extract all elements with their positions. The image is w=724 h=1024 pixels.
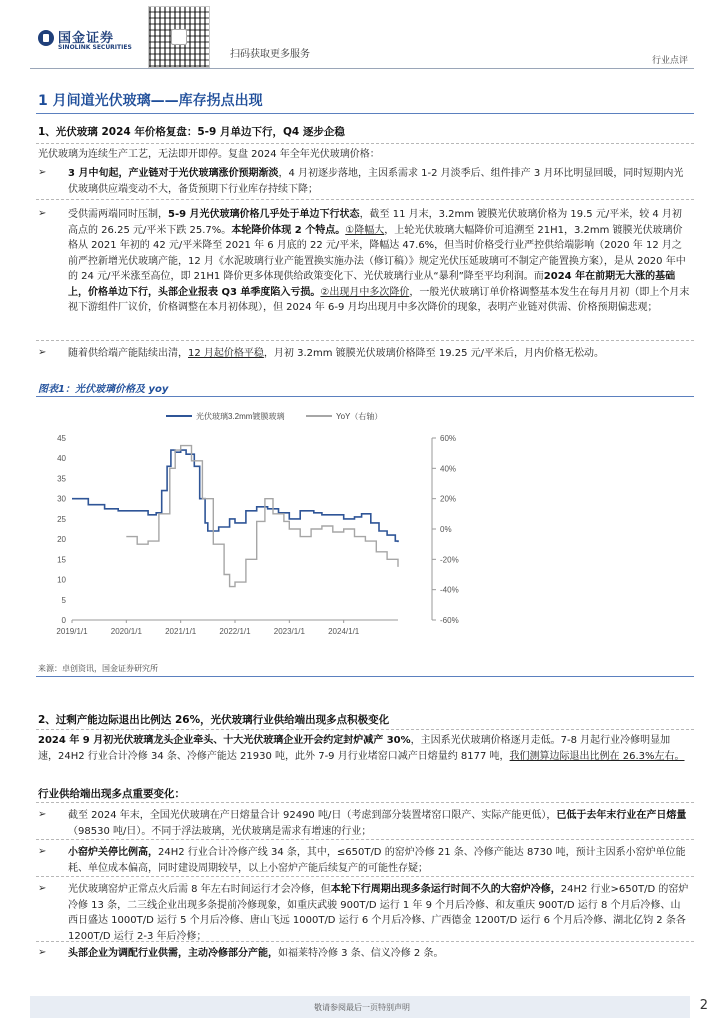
- y-left-tick-label: 0: [61, 616, 66, 625]
- dashed-divider: [36, 802, 694, 803]
- bullet-marker: ➢: [38, 883, 47, 894]
- footer-disclaimer: 敬请参阅最后一页特别声明: [314, 1003, 410, 1012]
- y-left-tick-label: 30: [57, 494, 66, 504]
- subsection-heading-2: 2、过剩产能边际退出比例达 26%，光伏玻璃行业供给端出现多点积极变化: [38, 714, 390, 726]
- bullet-item: 截至 2024 年末，全国光伏玻璃在产日熔量合计 92490 吨/日（考虑到部分装置堵窑口限产、实际产能更低），已低于去年末行业在产日熔量（98530 吨/日）。不同于浮法玻璃，光伏玻璃是需求有增速的行业；: [68, 810, 687, 837]
- y-right-tick-label: -20%: [440, 555, 459, 565]
- dashed-divider: [36, 876, 694, 877]
- y-left-tick-label: 35: [57, 474, 66, 484]
- page-number: 2: [699, 998, 708, 1013]
- x-tick-label: 2019/1/1: [56, 627, 88, 636]
- y-right-tick-label: -40%: [440, 585, 459, 595]
- series-line: [72, 450, 398, 542]
- qr-center-logo: [171, 29, 187, 45]
- bullet-item: 随着供给端产能陆续出清，12 月起价格平稳，月初 3.2mm 镀膜光伏玻璃价格降至 19.25 元/平米后，月内价格无松动。: [68, 348, 605, 359]
- dashed-divider: [36, 729, 694, 730]
- dashed-divider: [36, 340, 694, 341]
- brand-name-en: SINOLINK SECURITIES: [58, 44, 132, 51]
- subsection-paragraph: 2024 年 9 月初光伏玻璃龙头企业牵头、十大光伏玻璃企业开会约定封炉减产 30%，主因系光伏玻璃价格逐月走低。7-8 月起行业冷修明显加速，24H2 行业合计冷修 34 条、冷修产能达 21930 吨，此外 7-9 月行业堵窑口减产日熔量约 8177 吨，我们测算边际退出比例在 26.3%左右。: [38, 735, 685, 762]
- header-divider: [30, 68, 694, 69]
- sub-heading: 行业供给端出现多点重要变化：: [38, 788, 185, 800]
- y-right-tick-label: -60%: [440, 616, 459, 625]
- x-tick-label: 2023/1/1: [273, 627, 305, 636]
- figure-source: 来源：卓创资讯，国金证券研究所: [38, 664, 158, 673]
- y-left-tick-label: 40: [57, 454, 66, 464]
- price-yoy-chart: [36, 400, 694, 658]
- brand-name: 国金证券: [58, 31, 115, 46]
- y-left-tick-label: 15: [57, 555, 66, 565]
- x-tick-label: 2021/1/1: [165, 627, 197, 636]
- bullet-item: 头部企业为调配行业供需，主动冷修部分产能，如福莱特冷修 3 条、信义冷修 2 条。: [68, 948, 444, 959]
- bullet-item: 小窑炉关停比例高，24H2 行业合计冷修产线 34 条，其中，≤650T/D 的窑炉冷修 21 条、冷修产能达 8730 吨，预计主因系小窑炉单位能耗、单位成本偏高，同时建设周期较早，以上小窑炉产能后续复产的可能性存疑；: [68, 847, 686, 874]
- logo-icon: [38, 30, 54, 46]
- bullet-item: 3 月中旬起，产业链对于光伏玻璃涨价预期渐淡，4 月初逐步落地，主因系需求 1-2 月淡季后、组件排产 3 月环比明显回暖，同时短期内光伏玻璃供应端变动不大，备货预期下行业库存持续下降；: [68, 168, 684, 195]
- y-right-tick-label: 0%: [440, 525, 452, 534]
- y-right-tick-label: 20%: [440, 494, 457, 504]
- figure-divider: [36, 396, 694, 397]
- bullet-marker: ➢: [38, 947, 47, 958]
- source-divider: [36, 676, 694, 677]
- bullet-marker: ➢: [38, 167, 47, 178]
- y-left-tick-label: 5: [61, 595, 66, 605]
- figure-title: 图表1：光伏玻璃价格及 yoy: [38, 384, 169, 395]
- bullet-item: 光伏玻璃窑炉正常点火后需 8 年左右时间运行才会冷修，但本轮下行周期出现多条运行时间不久的大窑炉冷修，24H2 行业>650T/D 的窑炉冷修 13 条，二三线企业出现多条提前冷修现象，如重庆武骏 900T/D 运行 1 年 9 个月后冷修、和友重庆 900T/D 运行 8 个月后冷修、山西日盛达 1000T/D 运行 5 个月后冷修、唐山飞远 1000T/D 运行 6 个月后冷修、广西德金 1200T/D 运行 6 个月后冷修、湖北亿钧 2 条各 1200T/D 运行 2-3 年后冷修；: [68, 884, 689, 942]
- y-right-tick-label: 60%: [440, 434, 457, 443]
- bullet-marker: ➢: [38, 347, 47, 358]
- qr-caption: 扫码获取更多服务: [230, 49, 310, 60]
- section-title: 1 月间道光伏玻璃——库存拐点出现: [38, 93, 263, 109]
- y-left-tick-label: 10: [57, 575, 66, 585]
- title-divider: [36, 113, 694, 114]
- dashed-divider: [36, 143, 694, 144]
- x-tick-label: 2020/1/1: [110, 627, 142, 636]
- x-tick-label: 2024/1/1: [328, 627, 360, 636]
- bullet-marker: ➢: [38, 809, 47, 820]
- legend-label: 光伏玻璃3.2mm镀膜玻璃: [196, 412, 285, 421]
- legend-label: YoY（右轴）: [336, 412, 383, 421]
- bullet-marker: ➢: [38, 846, 47, 857]
- y-left-tick-label: 45: [57, 434, 66, 443]
- x-tick-label: 2022/1/1: [219, 627, 251, 636]
- bullet-item: 受供需两端同时压制，5-9 月光伏玻璃价格几乎处于单边下行状态，截至 11 月末，3.2mm 镀膜光伏玻璃价格为 19.5 元/平米，较 4 月初高点的 26.25 元/平米下跌 25.7%。本轮降价体现 2 个特点。①降幅大，上轮光伏玻璃大幅降价可追溯至 21H1，3.2mm 镀膜光伏玻璃价格从 2021 年初的 42 元/平米降至 2021 年 6 月底的 22 元/平米，降幅达 47.6%，但当时价格受行业严控供给端影响（2020 年 12 月之前严控新增光伏玻璃产能，12 月《水泥玻璃行业产能置换实施办法（修订稿）》规定光伏压延玻璃可不制定产能置换方案），是从 2020 年中的 24 元/平米涨至高位，即 21H1 降价更多体现供给政策变化下、光伏玻璃行业从“暴利”降至平均利润。而2024 年在前期无大涨的基础上，价格单边下行，头部企业报表 Q3 单季度陷入亏损。②出现月中多次降价，一般光伏玻璃订单价格调整基本发生在每月月初（即上个月末视下游组件厂议价，价格调整在本月初体现），但 2024 年 6-9 月均出现月中多次降价的现象，表明产业链对供需、价格预期偏悲观；: [68, 209, 690, 313]
- dashed-divider: [36, 941, 694, 942]
- dashed-divider: [36, 839, 694, 840]
- y-right-tick-label: 40%: [440, 464, 457, 474]
- bullet-marker: ➢: [38, 208, 47, 219]
- dashed-divider: [36, 199, 694, 200]
- intro-paragraph: 光伏玻璃为连续生产工艺，无法即开即停。复盘 2024 年全年光伏玻璃价格：: [38, 149, 380, 160]
- y-left-tick-label: 20: [57, 535, 66, 545]
- y-left-tick-label: 25: [57, 514, 66, 524]
- report-type: 行业点评: [651, 56, 688, 66]
- subsection-heading-1: 1、光伏玻璃 2024 年价格复盘：5-9 月单边下行，Q4 逐步企稳: [38, 126, 345, 138]
